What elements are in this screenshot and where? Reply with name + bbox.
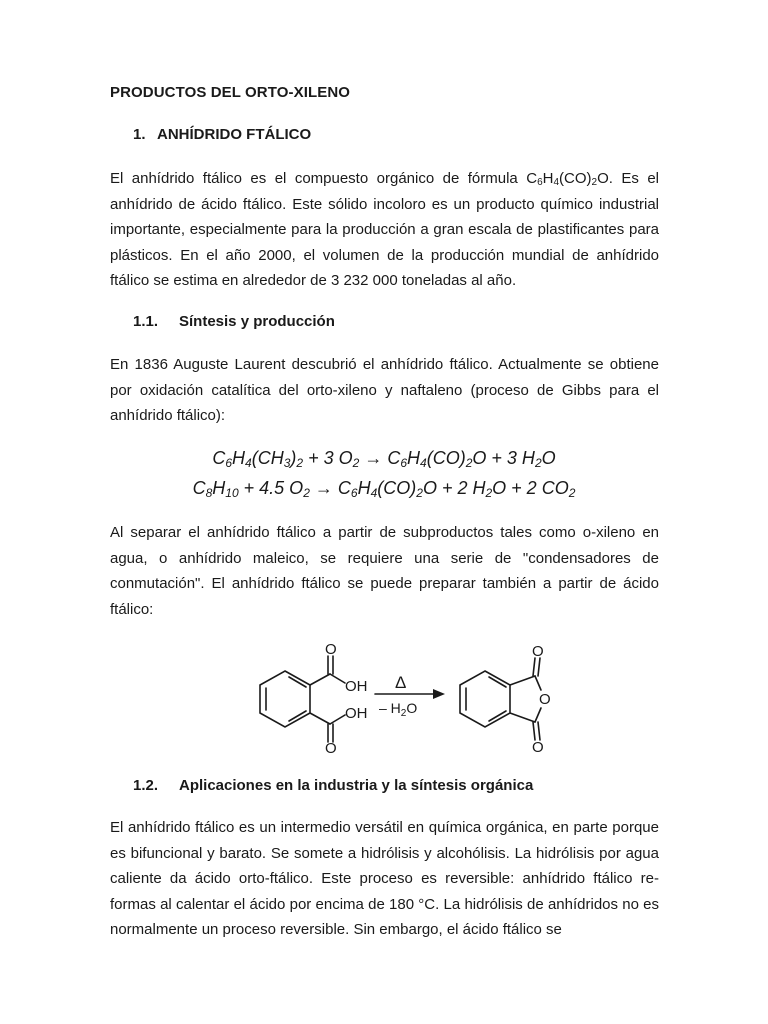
label-oh-bottom: OH <box>345 705 368 722</box>
section-heading-1-1 <box>133 313 335 330</box>
applications-paragraph: El anhídrido ftálico es un intermedio versátil en química orgánica, en parte porque es bifuncional y barato. Se somete a hidrólisis y alcohólisis. La hidrólisis por agua caliente da ácido orto-ftálico. Este proceso es reversible: anhídrido ftálico re-formas al calentar el ácido por encima de 180 °C. La hidrólisis de anhídridos no es normalmente un proceso reversible. Sin embargo, el ácido ftálico se <box>110 819 659 939</box>
label-product-o-top: O <box>532 643 544 660</box>
intro-paragraph: El anhídrido ftálico es el compuesto orgánico de fórmula $C_6H_4(CO)_2O$. Es el anhídrido de ácido ftálico. Este sólido incoloro es un producto químico industrial importante, especialmente para la producción a gran escala de plastificantes para plásticos. En el año 2000, el volumen de la producción mundial de anhídrido ftálico se estima en alrededor de 3 232 000 toneladas al año. <box>110 170 660 290</box>
section-title: Aplicaciones en la industria y la síntesis orgánica <box>179 777 534 794</box>
label-o-bottom: O <box>325 740 337 756</box>
section-title: ANHÍDRIDO FTÁLICO <box>157 126 312 143</box>
section-number: 1. <box>133 126 146 143</box>
label-oh-top: OH <box>345 678 368 695</box>
equation-1: $C_6H_4(CH_3)_2 + 3$ $O_2 \to C_6H_4(CO)_2O + 3$ $H_2O$ <box>212 448 556 470</box>
reaction-arrow-head <box>433 689 445 699</box>
section-number: 1.2. <box>133 777 159 794</box>
separation-paragraph: Al separar el anhídrido ftálico a partir de subproductos tales como o-xileno en agua, o anhídrido maleico, se requiere una serie de "condensadores de conmutación". El anhídrido ftálico se puede preparar también a partir de ácido ftálico: <box>110 524 659 618</box>
synthesis-paragraph: En 1836 Auguste Laurent descubrió el anhídrido ftálico. Actualmente se obtiene por oxidación catalítica del orto-xileno y naftaleno (proceso de Gibbs para el anhídrido ftálico): <box>110 356 659 425</box>
section-title: Síntesis y producción <box>179 313 335 330</box>
label-o-top: O <box>325 641 337 658</box>
label-product-o-ring: O <box>539 691 551 708</box>
label-minus-water: – $H_2O$ <box>379 700 418 719</box>
equation-2: $C_8H_{10} + 4.5$ $O_2 \to C_6H_4(CO)_2O + 2$ $H_2O + 2$ $CO_2$ <box>192 478 576 500</box>
section-number: 1.1. <box>133 313 159 330</box>
section-heading-1 <box>133 126 311 143</box>
benzene-ring-product <box>460 671 510 727</box>
reaction-scheme <box>255 636 585 756</box>
reaction-scheme-drawing <box>255 636 585 756</box>
label-delta: Δ <box>395 673 407 692</box>
benzene-ring-reactant <box>260 671 310 727</box>
section-heading-1-2 <box>133 777 533 794</box>
label-product-o-bottom: O <box>532 739 544 756</box>
document-title: PRODUCTOS DEL ORTO-XILENO <box>110 84 351 101</box>
